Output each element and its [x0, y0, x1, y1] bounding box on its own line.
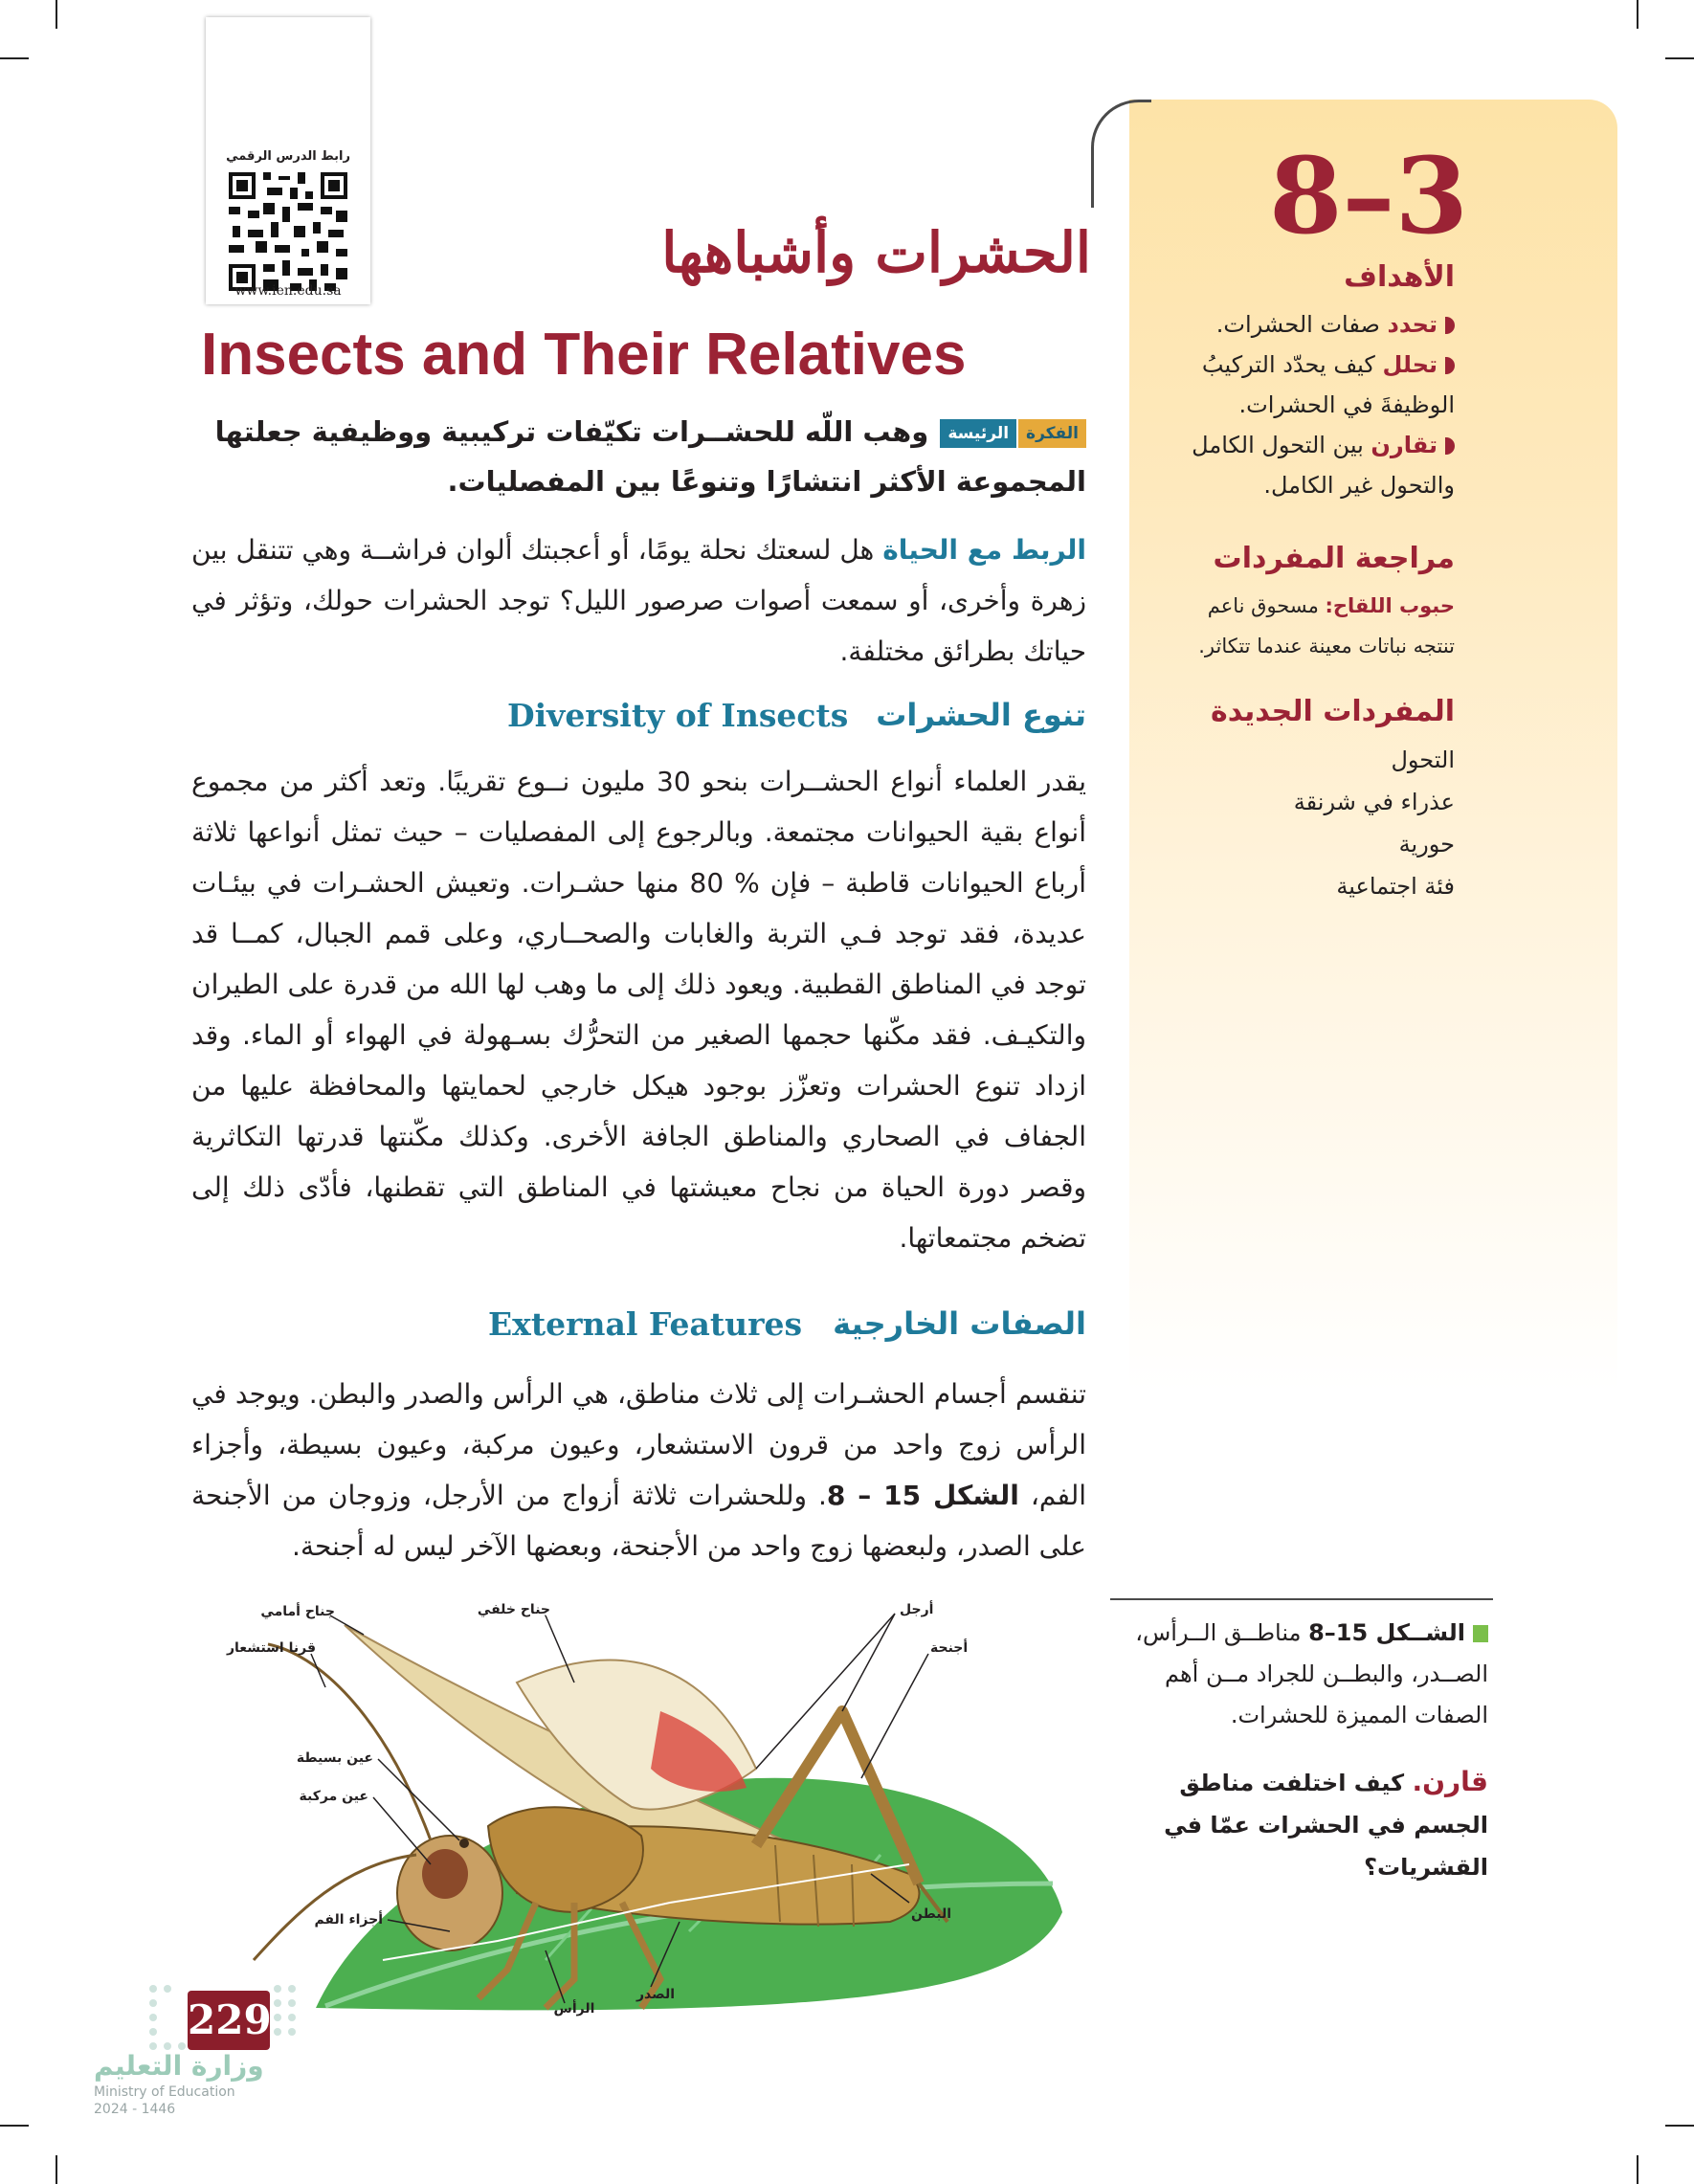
crop-mark — [1665, 57, 1694, 59]
features-paragraph: تنقسم أجسام الحشـرات إلى ثلاث مناطق، هي الرأس والصدر والبطن. ويوجد في الرأس زوج واحد من قرون الاستشعار، وعيون مركبة، وعيون بسيطة، وأجزاء الفم، الشكل 15 – 8. وللحشرات ثلاثة أزواج من الأرجل، وزوجان من الأجنحة على الصدر، ولبعضها زوج واحد من الأجنحة، وبعضها الآخر ليس له أجنحة. — [191, 1378, 1086, 1562]
caption-marker-icon — [1473, 1625, 1488, 1642]
figure-reference[interactable]: الشكل 15 – 8 — [826, 1480, 1019, 1511]
section-title-ar: تنوع الحشرات — [876, 697, 1086, 733]
fig-label-abdomen: البطن — [911, 1906, 952, 1922]
review-vocab-heading: مراجعة المفردات — [1213, 542, 1455, 575]
qr-url[interactable]: www.ien.edu.sa — [234, 283, 342, 299]
edition-year: 2024 - 1446 — [94, 2102, 176, 2117]
ministry-logo-text: وزارة التعليم — [94, 2050, 264, 2082]
new-vocab-list — [1187, 739, 1455, 907]
bullet-icon — [1445, 317, 1455, 334]
page-title-ar: الحشرات وأشباهها — [661, 220, 1091, 285]
objectives-heading: الأهداف — [1344, 260, 1455, 294]
section-title-en: External Features — [488, 1305, 803, 1343]
crop-mark — [56, 2155, 57, 2184]
fig-label-thorax: الصدر — [636, 1987, 675, 2002]
real-world-paragraph: الربط مع الحياة هل لسعتك نحلة يومًا، أو أعجبتك ألوان فراشــة وهي تتنقل بين زهرة وأخرى، أو سمعت أصوات صرصور الليل؟ توجد الحشرات حولك، وتؤثر في حياتك بطرائق مختلفة. — [191, 534, 1087, 667]
figure-caption: الشــكل 15–8 مناطــق الــرأس، الصــدر، والبطــن للجراد مــن أهم الصفات المميزة للحشرات. — [1135, 1619, 1488, 1728]
fig-label-head: الرأس — [553, 2001, 595, 2017]
fig-label-wings: أجنحة — [930, 1640, 969, 1656]
objectives-list — [1187, 304, 1455, 505]
lesson-number: 8–3 — [1268, 134, 1469, 257]
vocab-term[interactable]: عذراء في شرنقة — [1293, 789, 1455, 815]
main-idea-tag: الرئيسة — [940, 419, 1016, 448]
objective-item: تقارن بين التحول الكامل والتحول غير الكامل. — [1192, 432, 1455, 499]
page-title-en: Insects and Their Relatives — [201, 322, 967, 388]
grasshopper-figure — [226, 1596, 1081, 2017]
fig-label-antennae: قرنا استشعار — [226, 1640, 316, 1656]
fig-label-forewing: جناح أمامي — [260, 1604, 335, 1619]
vocab-term[interactable]: حورية — [1398, 831, 1455, 858]
section-title-en: Diversity of Insects — [507, 697, 849, 734]
caption-rule — [1110, 1598, 1493, 1600]
crop-mark — [56, 0, 57, 29]
section-title-ar: الصفات الخارجية — [833, 1305, 1086, 1342]
qr-label: رابط الدرس الرقمي — [226, 149, 350, 164]
fig-label-hindwing: جناح خلفي — [477, 1602, 550, 1617]
section-heading — [191, 1305, 1086, 1353]
objective-item: تحلل كيف يحدّد التركيبُ الوظيفةَ في الحشرات. — [1201, 351, 1455, 418]
main-idea-tag: الفكرة — [1018, 419, 1086, 448]
review-vocab-item: حبوب اللقاح: مسحوق ناعم تنتجه نباتات معينة عندما تتكاثر. — [1198, 594, 1455, 657]
crop-mark — [1637, 0, 1638, 29]
compare-question: قارن. كيف اختلفت مناطق الجسم في الحشرات عمّا في القشريات؟ — [1164, 1766, 1488, 1881]
new-vocab-heading: المفردات الجديدة — [1211, 695, 1455, 728]
vocab-term[interactable]: فئة اجتماعية — [1336, 873, 1455, 900]
fig-label-legs: أرجل — [900, 1602, 934, 1617]
bullet-icon — [1445, 357, 1455, 374]
crop-mark — [0, 57, 29, 59]
main-idea: الفكرةالرئيسة وهب اللّه للحشــرات تكيّفات تركيبية ووظيفية جعلتها المجموعة الأكثر انتشارًا وتنوعًا بين المفصليات. — [214, 415, 1086, 498]
crop-mark — [1637, 2155, 1638, 2184]
ministry-name-en: Ministry of Education — [94, 2084, 235, 2100]
vocab-term[interactable]: التحول — [1391, 747, 1455, 773]
diversity-paragraph: يقدر العلماء أنواع الحشــرات بنحو 30 مليون نــوع تقريبًا. وتعد أكثر من مجموع أنواع بقية الحيوانات مجتمعة. وبالرجوع إلى المفصليات – حيث تمثل أنواعها ثلاثة أرباع الحيوانات قاطبة – فإن % 80 منها حشـرات. وتعيش الحشـرات في بيئـات عديدة، فقد توجد فـي التربة والغابات والصحــاري، وعلى قمم الجبال، كمــا قد توجد في المناطق القطبية. ويعود ذلك إلى ما وهب لها الله من قدرة على الطيران والتكيـف. فقد مكّنها حجمها الصغير من التحرُّك بسـهولة في الهواء أو الماء. وقد ازداد تنوع الحشرات وتعزّز بوجود هيكل خارجي لحمايتها والمحافظة عليها من الجفاف في الصحاري والمناطق الجافة الأخرى. وكذلك مكّنتها قدرتها التكاثرية وقصر دورة الحياة من نجاح معيشتها في المناطق التي تقطنها، فأدّى ذلك إلى تضخم مجتمعاتها. — [191, 766, 1086, 1254]
qr-card[interactable] — [206, 17, 370, 304]
fig-label-simple-eye: عين بسيطة — [296, 1750, 373, 1766]
crop-mark — [1665, 2125, 1694, 2127]
fig-label-mouthparts: أجزاء الفم — [314, 1912, 383, 1928]
bullet-icon — [1445, 437, 1455, 455]
real-world-label: الربط مع الحياة — [882, 534, 1087, 566]
objective-item: تحدد صفات الحشرات. — [1187, 304, 1455, 345]
fig-label-compound-eye: عين مركبة — [299, 1789, 368, 1804]
crop-mark — [0, 2125, 29, 2127]
qr-code-icon[interactable] — [225, 168, 351, 295]
section-heading — [191, 697, 1086, 745]
page-number: 229 — [188, 1991, 270, 2050]
